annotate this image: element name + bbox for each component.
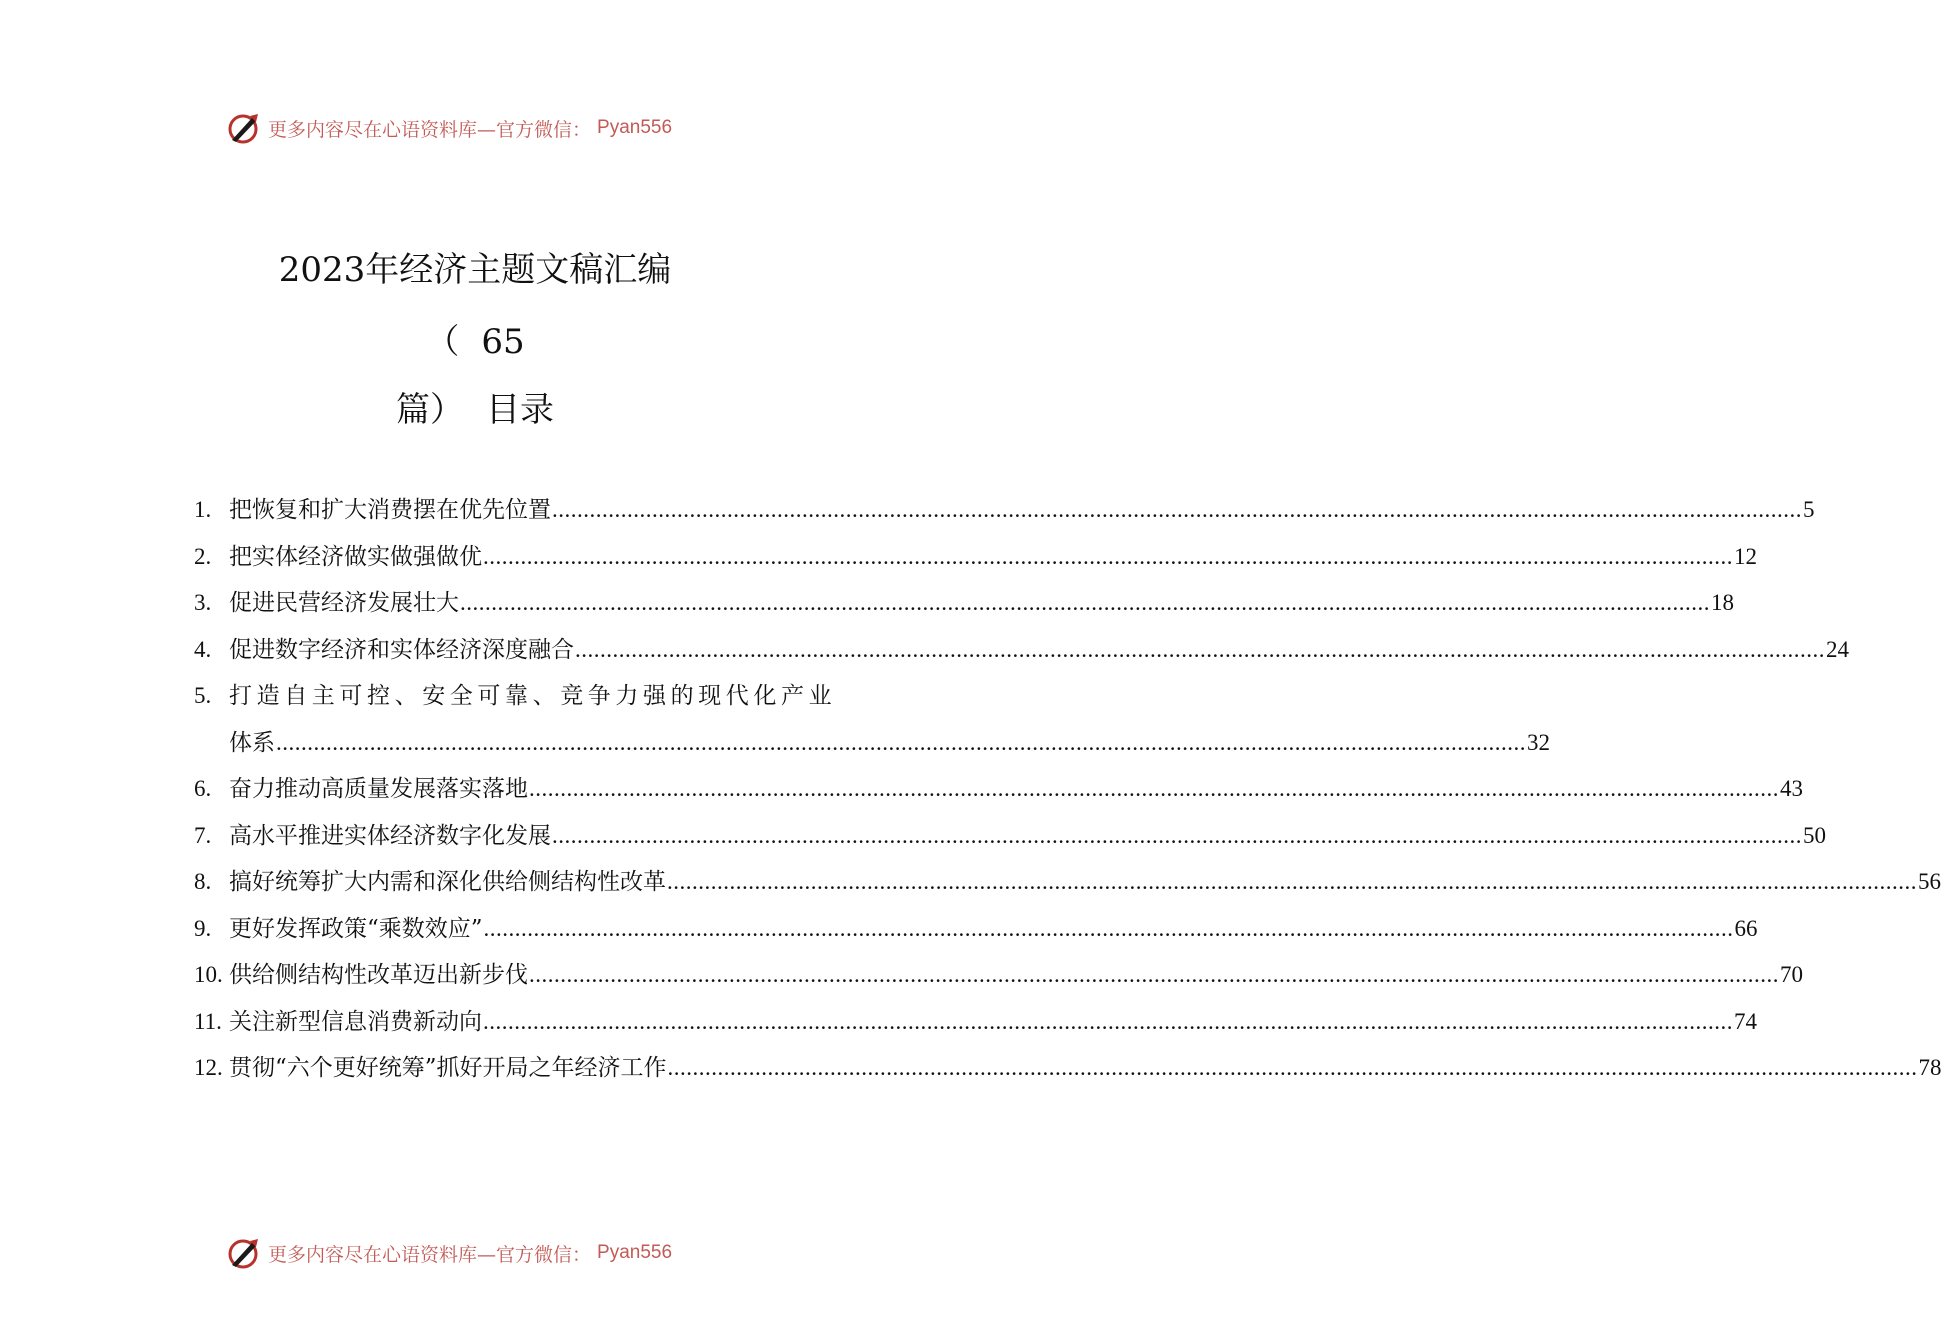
- toc-leader-dots: ........................................................................................................................................................................................................: [529, 962, 1779, 987]
- toc-item-number: 3.: [194, 590, 212, 615]
- toc-item-title: 贯彻“六个更好统筹”抓好开局之年经济工作: [229, 1055, 667, 1081]
- toc-leader-dots: ........................................................................................................................................................................................................: [552, 497, 1802, 522]
- toc-item-page: 74: [1734, 1008, 1757, 1034]
- toc-item-number: 1.: [194, 497, 212, 522]
- toc-item-number: 9.: [194, 915, 212, 941]
- toc-item-number: 2.: [194, 543, 212, 569]
- toc-leader-dots: ........................................................................................................................................................................................................: [460, 590, 1710, 615]
- toc-leader-dots: ........................................................................................................................................................................................................: [575, 636, 1825, 662]
- toc-item-page: 70: [1780, 962, 1803, 987]
- pen-logo-icon: [226, 1235, 262, 1271]
- toc-item[interactable]: [194, 766, 1803, 813]
- toc-item-number: 12.: [194, 1055, 223, 1080]
- toc-item-title: 促进民营经济发展壮大: [229, 590, 459, 616]
- toc-leader-dots: ........................................................................................................................................................................................................: [483, 1008, 1733, 1034]
- toc-item[interactable]: [194, 580, 1734, 627]
- title-pian: 篇）: [396, 390, 464, 430]
- toc-item-number: 8.: [194, 869, 212, 894]
- toc-item-number: 4.: [194, 636, 212, 662]
- toc-item-page: 43: [1780, 776, 1803, 801]
- toc-leader-dots: ........................................................................................................................................................................................................: [529, 776, 1779, 801]
- toc-item-page: 5: [1803, 497, 1815, 522]
- toc-item-title: 关注新型信息消费新动向: [229, 1008, 482, 1035]
- watermark-text: 更多内容尽在心语资料库—官方微信：: [268, 118, 592, 141]
- toc-item-page: 56: [1918, 869, 1941, 894]
- toc-item-page: 66: [1734, 915, 1758, 941]
- toc-item-title: 促进数字经济和实体经济深度融合: [229, 636, 574, 663]
- watermark-banner-top: [226, 108, 672, 148]
- watermark-wechat-id: Pyan556: [597, 117, 673, 138]
- toc-item[interactable]: [194, 999, 1757, 1046]
- watermark-banner-bottom: [226, 1233, 672, 1273]
- document-title-count: [0, 314, 950, 363]
- toc-item-page: 32: [1527, 729, 1550, 755]
- toc-leader-dots: ........................................................................................................................................................................................................: [667, 1055, 1918, 1080]
- toc-leader-dots: ........................................................................................................................................................................................................: [667, 869, 1917, 894]
- toc-item-page: 50: [1803, 822, 1826, 848]
- toc-item-title: 供给侧结构性改革迈出新步伐: [229, 962, 528, 988]
- toc-heading: [0, 382, 950, 431]
- toc-leader-dots: ........................................................................................................................................................................................................: [552, 822, 1802, 848]
- table-of-contents: [194, 487, 1942, 1092]
- toc-item[interactable]: [194, 1045, 1942, 1092]
- toc-item-number: 11.: [194, 1008, 222, 1034]
- pen-logo-icon: [226, 110, 262, 146]
- toc-item-title: 把实体经济做实做强做优: [229, 543, 482, 570]
- watermark-wechat-id: Pyan556: [597, 1242, 673, 1263]
- toc-item[interactable]: [194, 859, 1941, 906]
- toc-item-title: 奋力推动高质量发展落实落地: [229, 776, 528, 802]
- document-title: 2023年经济主题文稿汇编: [278, 250, 672, 290]
- toc-item-number: 7.: [194, 822, 212, 848]
- toc-item-number: 5.: [194, 683, 212, 708]
- toc-item-title-continued: 体系: [229, 729, 275, 756]
- toc-item-title: 更好发挥政策“乘数效应”: [229, 915, 483, 942]
- toc-item-number: 10.: [194, 962, 223, 987]
- toc-item[interactable]: [194, 487, 1815, 534]
- toc-item[interactable]: [194, 906, 1758, 953]
- toc-heading-label: 目录: [486, 390, 554, 430]
- toc-item-title: 搞好统筹扩大内需和深化供给侧结构性改革: [229, 869, 666, 895]
- toc-item-page: 24: [1826, 636, 1849, 662]
- toc-item-number: 6.: [194, 776, 212, 801]
- watermark-text: 更多内容尽在心语资料库—官方微信：: [268, 1243, 592, 1266]
- toc-item-page: 18: [1711, 590, 1734, 615]
- toc-item-page: 12: [1734, 543, 1757, 569]
- toc-item-title: 把恢复和扩大消费摆在优先位置: [229, 497, 551, 523]
- toc-item[interactable]: [194, 534, 1757, 581]
- toc-item-title: 打造自主可控、安全可靠、竞争力强的现代化产业: [229, 683, 837, 709]
- toc-item-page: 78: [1918, 1055, 1942, 1080]
- toc-leader-dots: ........................................................................................................................................................................................................: [483, 543, 1733, 569]
- toc-item[interactable]: [194, 952, 1803, 999]
- toc-leader-dots: ........................................................................................................................................................................................................: [276, 729, 1526, 755]
- toc-item[interactable]: [194, 627, 1849, 674]
- toc-item[interactable]: [194, 813, 1826, 860]
- title-count-number: 65: [481, 322, 525, 362]
- toc-leader-dots: ........................................................................................................................................................................................................: [483, 915, 1734, 941]
- toc-item-title: 高水平推进实体经济数字化发展: [229, 822, 551, 849]
- title-open-paren: （: [425, 322, 460, 362]
- toc-item[interactable]: [194, 673, 1550, 766]
